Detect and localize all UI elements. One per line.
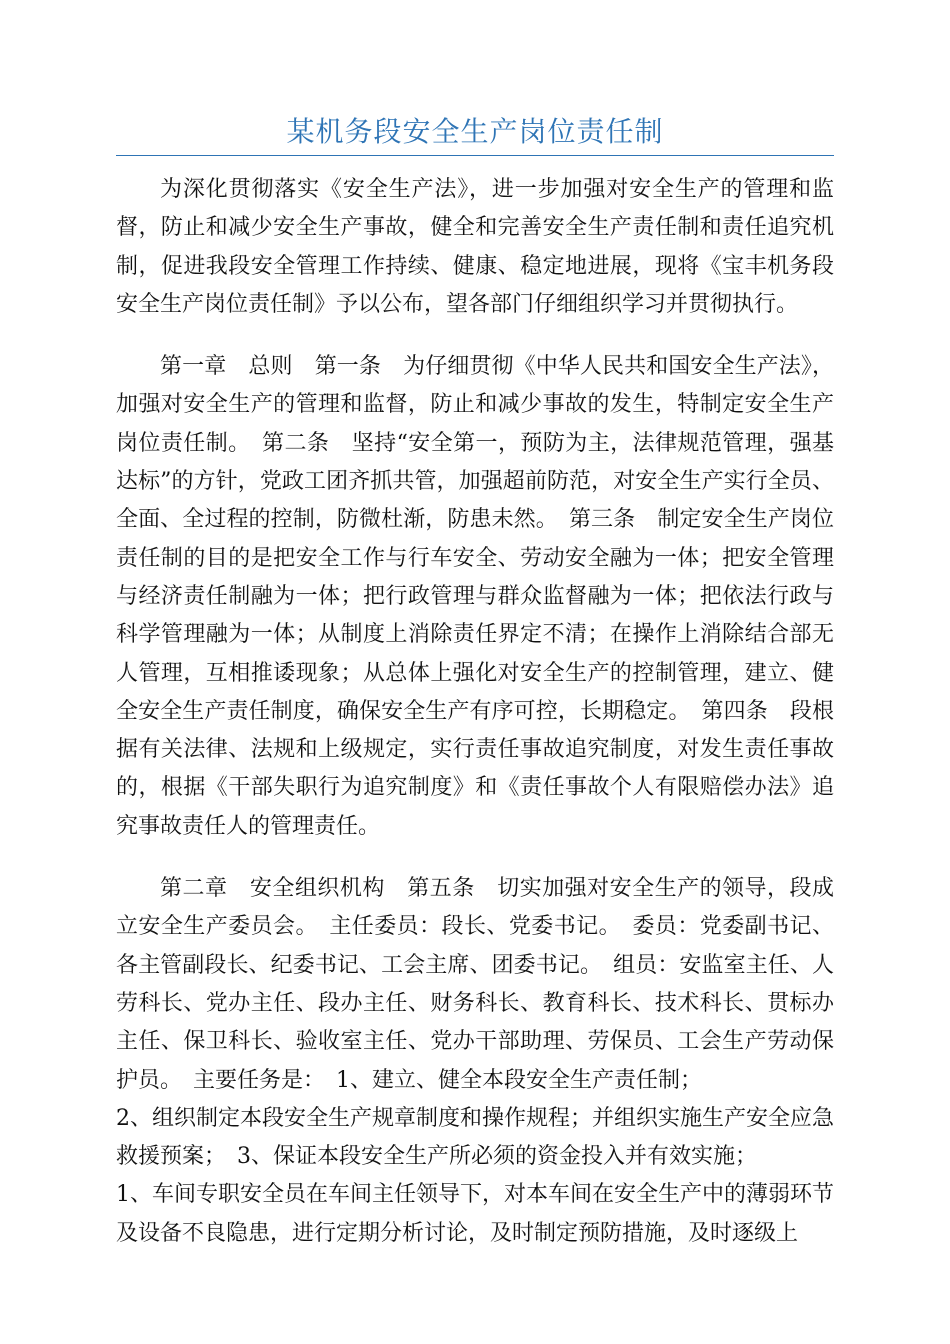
continuation-paragraph-tasks: 2、组织制定本段安全生产规章制度和操作规程；并组织实施生产安全应急救援预案； 3、保证本段安全生产所必须的资金投入并有效实施； xyxy=(116,1105,834,1170)
document-title: 某机务段安全生产岗位责任制 xyxy=(286,115,664,148)
chapter-two-paragraph: 第二章 安全组织机构 第五条 切实加强对安全生产的领导，段成立安全生产委员会。 主任委员：段长、党委书记。 委员：党委副书记、各主管副段长、纪委书记、工会主席、团委书记。 组员：安监室主任、人劳科长、党办主任、段办主任、财务科长、教育科长、技术科长、贯标办主任、保卫科长、验收室主任、党办干部助理、劳保员、工会生产劳动保护员。 主要任务是： 1、建立、健全本段安全生产责任制； xyxy=(116,876,834,1093)
document-body xyxy=(116,171,834,1253)
intro-paragraph: 为深化贯彻落实《安全生产法》，进一步加强对安全生产的管理和监督，防止和减少安全生产事故，健全和完善安全生产责任制和责任追究机制，促进我段安全管理工作持续、健康、稳定地进展，现将《宝丰机务段安全生产岗位责任制》予以公布，望各部门仔细组织学习并贯彻执行。 xyxy=(116,177,834,317)
continuation-paragraph-safety-officer: 1、车间专职安全员在车间主任领导下，对本车间在安全生产中的薄弱环节及设备不良隐患，进行定期分析讨论，及时制定预防措施，及时逐级上 xyxy=(116,1182,834,1246)
title-underline xyxy=(116,155,834,156)
chapter-one-paragraph: 第一章 总则 第一条 为仔细贯彻《中华人民共和国安全生产法》，加强对安全生产的管理和监督，防止和减少事故的发生，特制定安全生产岗位责任制。 第二条 坚持“安全第一，预防为主，法律规范管理，强基达标”的方针，党政工团齐抓共管，加强超前防范，对安全生产实行全员、全面、全过程的控制，防微杜渐，防患未然。 第三条 制定安全生产岗位责任制的目的是把安全工作与行车安全、劳动安全融为一体；把安全管理与经济责任制融为一体；把行政管理与群众监督融为一体；把依法行政与科学管理融为一体；从制度上消除责任界定不清；在操作上消除结合部无人管理，互相推诿现象；从总体上强化对安全生产的控制管理，建立、健全安全生产责任制度，确保安全生产有序可控，长期稳定。 第四条 段根据有关法律、法规和上级规定，实行责任事故追究制度，对发生责任事故的，根据《干部失职行为追究制度》和《责任事故个人有限赔偿办法》追究事故责任人的管理责任。 xyxy=(116,354,834,839)
